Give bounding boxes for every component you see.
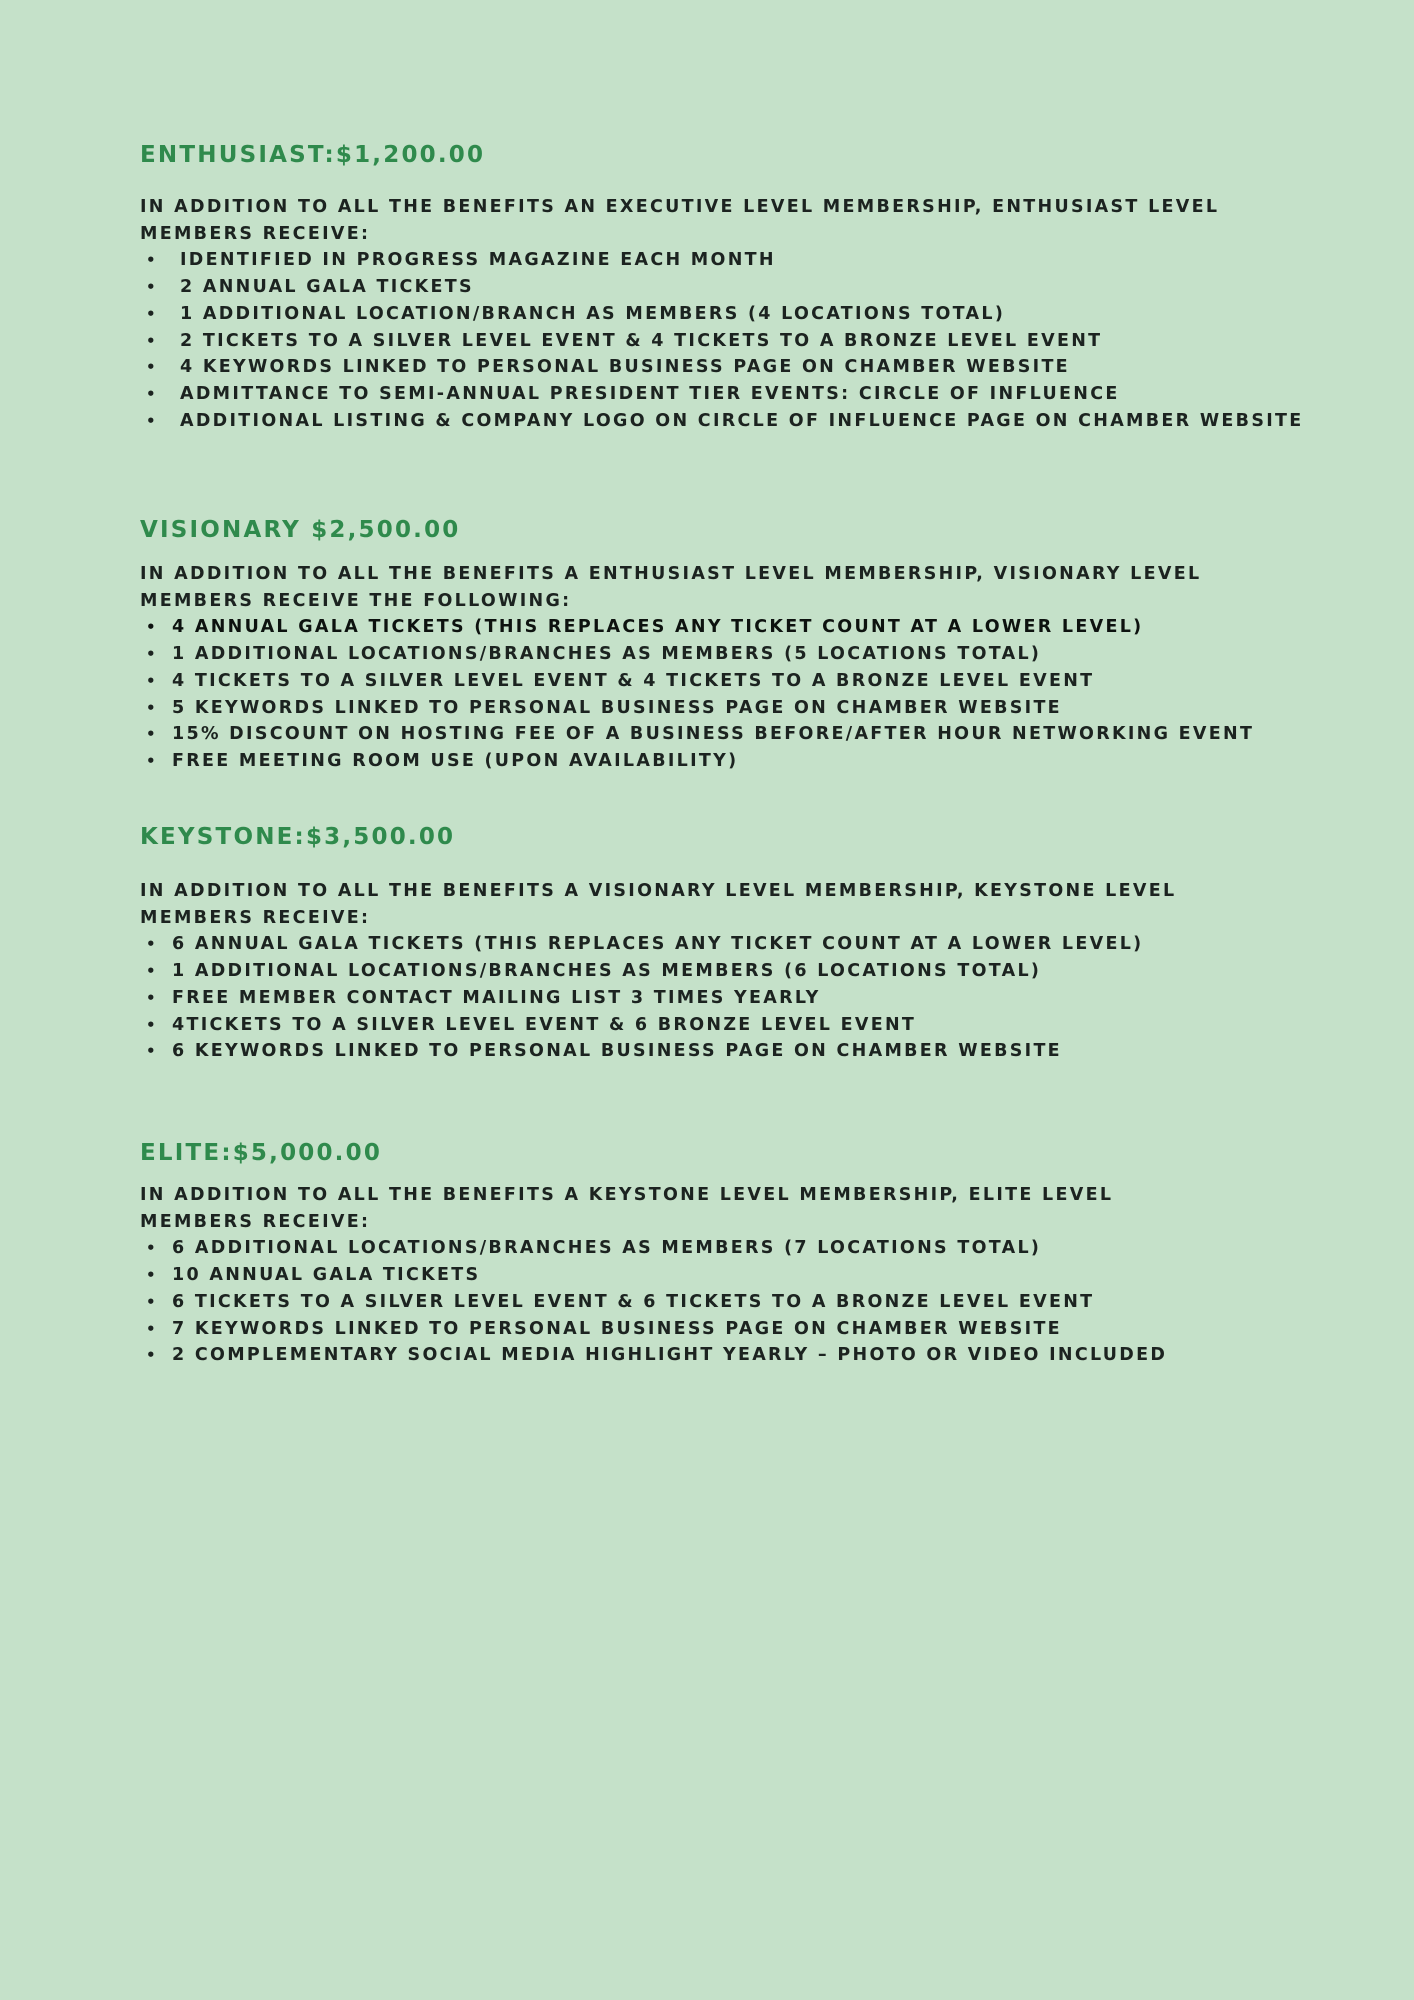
bullet-icon: • [146, 1266, 156, 1285]
tier-elite [140, 1138, 1380, 1369]
bullet-icon: • [146, 411, 156, 430]
bullet-icon: • [146, 1239, 156, 1258]
benefit-text: 2 ANNUAL GALA TICKETS [180, 277, 474, 298]
tier-intro-line: MEMBERS RECEIVE THE FOLLOWING: [140, 590, 572, 611]
benefit-item [140, 985, 1380, 1012]
tier-intro-line: MEMBERS RECEIVE: [140, 223, 371, 244]
benefit-item [140, 1235, 1380, 1262]
bullet-icon: • [146, 251, 156, 270]
bullet-icon: • [146, 935, 156, 954]
benefit-text: ADMITTANCE TO SEMI-ANNUAL PRESIDENT TIER EVENTS: CIRCLE OF INFLUENCE [180, 383, 1120, 404]
benefit-list [140, 931, 1380, 1065]
tier-intro-line: MEMBERS RECEIVE: [140, 907, 371, 928]
bullet-icon: • [146, 1042, 156, 1061]
bullet-icon: • [146, 1015, 156, 1034]
benefit-list [140, 614, 1380, 774]
benefit-item [140, 1038, 1380, 1065]
bullet-icon: • [146, 725, 156, 744]
benefit-text: IDENTIFIED IN PROGRESS MAGAZINE EACH MONTH [180, 250, 776, 271]
benefit-text: 1 ADDITIONAL LOCATIONS/BRANCHES AS MEMBERS (5 LOCATIONS TOTAL) [172, 644, 1042, 665]
bullet-icon: • [146, 1292, 156, 1311]
benefit-text: ADDITIONAL LISTING & COMPANY LOGO ON CIRCLE OF INFLUENCE PAGE ON CHAMBER WEBSITE [180, 410, 1304, 431]
bullet-icon: • [146, 1319, 156, 1338]
bullet-icon: • [146, 751, 156, 770]
bullet-icon: • [146, 384, 156, 403]
benefit-text: 6 ADDITIONAL LOCATIONS/BRANCHES AS MEMBERS (7 LOCATIONS TOTAL) [172, 1238, 1042, 1259]
benefit-text: 15% DISCOUNT ON HOSTING FEE OF A BUSINESS BEFORE/AFTER HOUR NETWORKING EVENT [172, 724, 1255, 745]
benefit-text: 2 TICKETS TO A SILVER LEVEL EVENT & 4 TICKETS TO A BRONZE LEVEL EVENT [180, 330, 1103, 351]
tier-keystone [140, 822, 1380, 1065]
tier-intro [140, 561, 1380, 614]
tier-intro-line: IN ADDITION TO ALL THE BENEFITS A KEYSTONE LEVEL MEMBERSHIP, ELITE LEVEL [140, 1185, 1114, 1205]
tier-visionary [140, 515, 1380, 775]
tier-title: KEYSTONE:$3,500.00 [140, 824, 456, 850]
tier-intro [140, 1182, 1380, 1235]
bullet-icon: • [146, 645, 156, 664]
benefit-text: 4 KEYWORDS LINKED TO PERSONAL BUSINESS PAGE ON CHAMBER WEBSITE [180, 357, 1070, 378]
tier-intro [140, 878, 1380, 931]
benefit-text: 5 KEYWORDS LINKED TO PERSONAL BUSINESS PAGE ON CHAMBER WEBSITE [172, 697, 1062, 718]
bullet-icon: • [146, 331, 156, 350]
benefit-text: 6 ANNUAL GALA TICKETS (THIS REPLACES ANY TICKET COUNT AT A LOWER LEVEL) [172, 934, 1144, 955]
tier-intro [140, 194, 1380, 247]
benefit-item [140, 1316, 1380, 1343]
bullet-icon: • [146, 304, 156, 323]
bullet-icon: • [146, 358, 156, 377]
tier-intro-line: IN ADDITION TO ALL THE BENEFITS AN EXECUTIVE LEVEL MEMBERSHIP, ENTHUSIAST LEVEL [140, 197, 1220, 217]
benefit-item [140, 1342, 1380, 1369]
bullet-icon: • [146, 962, 156, 981]
benefit-item [140, 614, 1380, 641]
benefit-item [140, 641, 1380, 668]
tier-intro-line: IN ADDITION TO ALL THE BENEFITS A VISIONARY LEVEL MEMBERSHIP, KEYSTONE LEVEL [140, 881, 1177, 901]
bullet-icon: • [146, 698, 156, 717]
tier-enthusiast [140, 140, 1380, 434]
benefit-text: 6 TICKETS TO A SILVER LEVEL EVENT & 6 TICKETS TO A BRONZE LEVEL EVENT [172, 1291, 1095, 1312]
benefit-text: 4 ANNUAL GALA TICKETS (THIS REPLACES ANY TICKET COUNT AT A LOWER LEVEL) [172, 617, 1144, 638]
benefit-text: 2 COMPLEMENTARY SOCIAL MEDIA HIGHLIGHT YEARLY – PHOTO OR VIDEO INCLUDED [172, 1345, 1168, 1366]
benefit-text: FREE MEETING ROOM USE (UPON AVAILABILITY) [172, 750, 739, 771]
benefit-text: 10 ANNUAL GALA TICKETS [172, 1265, 481, 1286]
benefit-text: 4TICKETS TO A SILVER LEVEL EVENT & 6 BRONZE LEVEL EVENT [172, 1014, 917, 1035]
tier-intro-line: MEMBERS RECEIVE: [140, 1211, 371, 1232]
benefit-item [140, 247, 1380, 274]
tier-title: ELITE:$5,000.00 [140, 1140, 383, 1166]
benefit-item [140, 354, 1380, 381]
benefit-item [140, 931, 1380, 958]
benefit-text: 6 KEYWORDS LINKED TO PERSONAL BUSINESS PAGE ON CHAMBER WEBSITE [172, 1041, 1062, 1062]
benefit-item [140, 748, 1380, 775]
bullet-icon: • [146, 618, 156, 637]
benefit-item [140, 1289, 1380, 1316]
benefit-text: 1 ADDITIONAL LOCATION/BRANCH AS MEMBERS (4 LOCATIONS TOTAL) [180, 303, 1006, 324]
benefit-item [140, 958, 1380, 985]
benefit-list [140, 1235, 1380, 1369]
benefit-item [140, 408, 1380, 435]
benefit-list [140, 247, 1380, 434]
bullet-icon: • [146, 988, 156, 1007]
benefit-text: FREE MEMBER CONTACT MAILING LIST 3 TIMES YEARLY [172, 987, 821, 1008]
benefit-text: 4 TICKETS TO A SILVER LEVEL EVENT & 4 TICKETS TO A BRONZE LEVEL EVENT [172, 670, 1095, 691]
tier-title: VISIONARY $2,500.00 [140, 517, 461, 543]
benefit-item [140, 328, 1380, 355]
benefit-item [140, 274, 1380, 301]
benefit-item [140, 721, 1380, 748]
bullet-icon: • [146, 671, 156, 690]
benefit-item [140, 381, 1380, 408]
tier-title: ENTHUSIAST:$1,200.00 [140, 142, 486, 168]
benefit-text: 1 ADDITIONAL LOCATIONS/BRANCHES AS MEMBERS (6 LOCATIONS TOTAL) [172, 961, 1042, 982]
tier-intro-line: IN ADDITION TO ALL THE BENEFITS A ENTHUSIAST LEVEL MEMBERSHIP, VISIONARY LEVEL [140, 564, 1202, 584]
benefit-item [140, 695, 1380, 722]
benefit-item [140, 1262, 1380, 1289]
benefit-text: 7 KEYWORDS LINKED TO PERSONAL BUSINESS PAGE ON CHAMBER WEBSITE [172, 1318, 1062, 1339]
benefit-item [140, 301, 1380, 328]
benefit-item [140, 1012, 1380, 1039]
bullet-icon: • [146, 1346, 156, 1365]
bullet-icon: • [146, 278, 156, 297]
benefit-item [140, 668, 1380, 695]
